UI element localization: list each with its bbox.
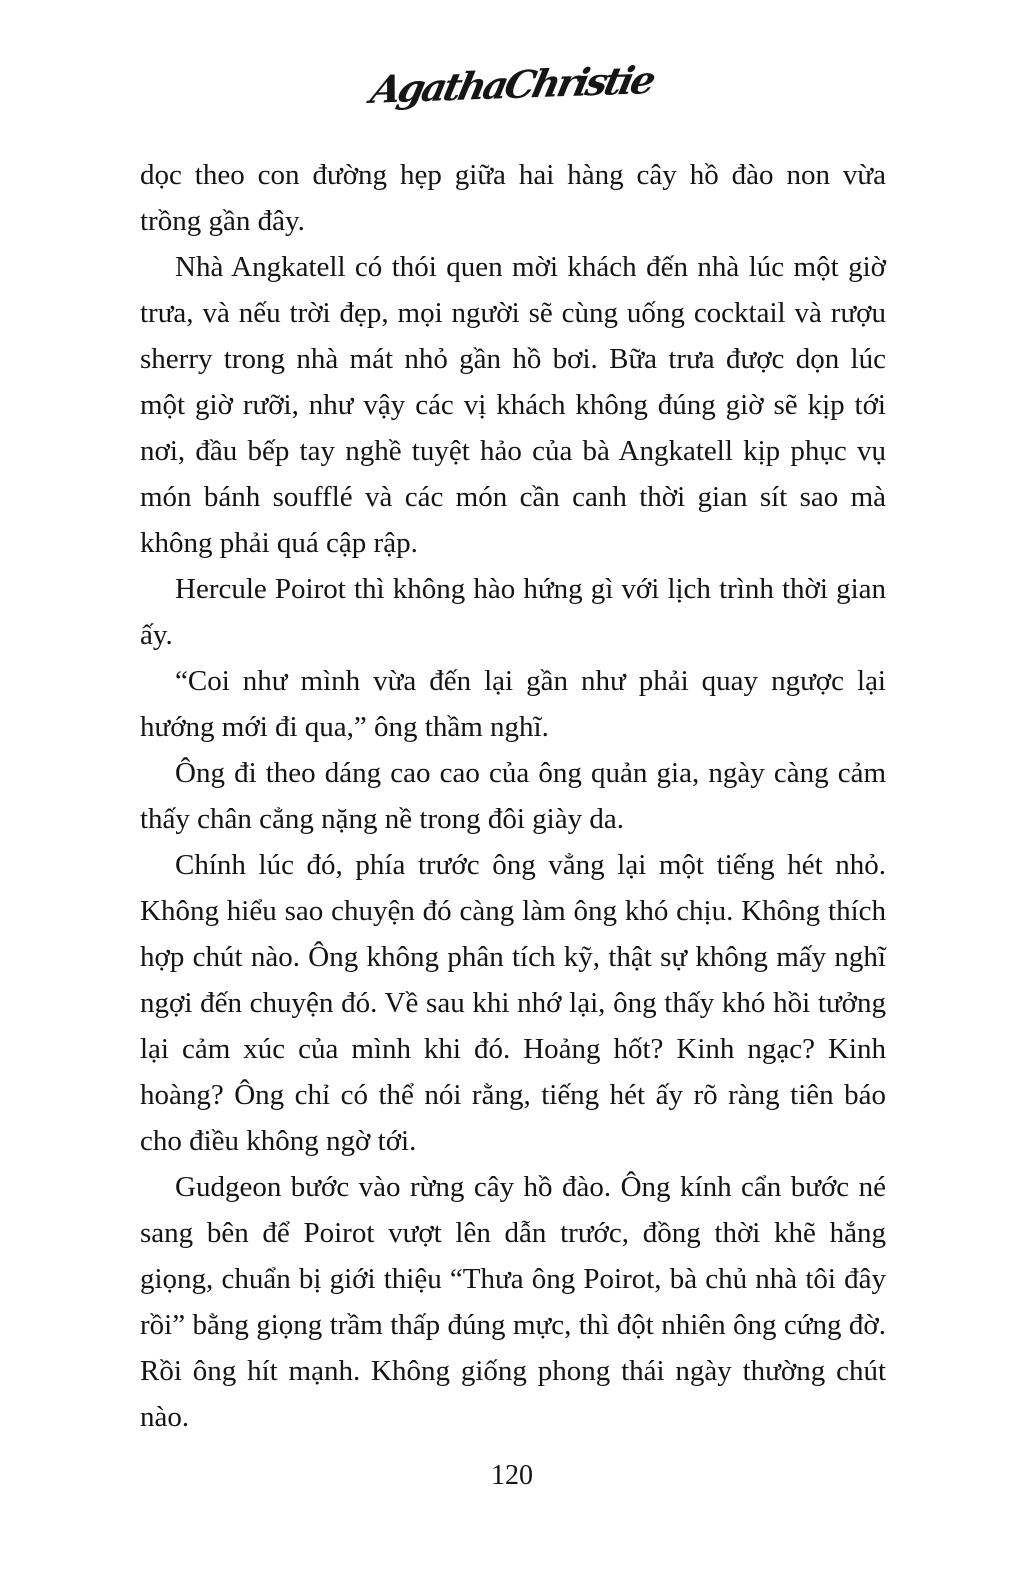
page-number: 120 (491, 1460, 533, 1491)
paragraph: “Coi như mình vừa đến lại gần như phải quay ngược lại hướng mới đi qua,” ông thầm nghĩ. (140, 665, 886, 743)
paragraph: dọc theo con đường hẹp giữa hai hàng cây hồ đào non vừa trồng gần đây. (140, 159, 886, 237)
paragraph: Ông đi theo dáng cao cao của ông quản gia, ngày càng cảm thấy chân cẳng nặng nề trong đôi giày da. (140, 757, 886, 835)
author-signature-logo: AgathaChristie (366, 57, 658, 112)
paragraph: Gudgeon bước vào rừng cây hồ đào. Ông kính cẩn bước né sang bên để Poirot vượt lên dẫn trước, đồng thời khẽ hắng giọng, chuẩn bị giới thiệu “Thưa ông Poirot, bà chủ nhà tôi đây rồi” bằng giọng trầm thấp đúng mực, thì đột nhiên ông cứng đờ. Rồi ông hít mạnh. Không giống phong thái ngày thường chút nào. (140, 1171, 886, 1433)
paragraph: Hercule Poirot thì không hào hứng gì với lịch trình thời gian ấy. (140, 573, 886, 651)
paragraph: Chính lúc đó, phía trước ông vẳng lại một tiếng hét nhỏ. Không hiểu sao chuyện đó càng làm ông khó chịu. Không thích hợp chút nào. Ông không phân tích kỹ, thật sự không mấy nghĩ ngợi đến chuyện đó. Về sau khi nhớ lại, ông thấy khó hồi tưởng lại cảm xúc của mình khi đó. Hoảng hốt? Kinh ngạc? Kinh hoàng? Ông chỉ có thể nói rằng, tiếng hét ấy rõ ràng tiên báo cho điều không ngờ tới. (140, 849, 886, 1157)
page-text (140, 152, 886, 1440)
paragraph: Nhà Angkatell có thói quen mời khách đến nhà lúc một giờ trưa, và nếu trời đẹp, mọi người sẽ cùng uống cocktail và rượu sherry trong nhà mát nhỏ gần hồ bơi. Bữa trưa được dọn lúc một giờ rưỡi, như vậy các vị khách không đúng giờ sẽ kịp tới nơi, đầu bếp tay nghề tuyệt hảo của bà Angkatell kịp phục vụ món bánh soufflé và các món cần canh thời gian sít sao mà không phải quá cập rập. (140, 251, 886, 559)
header (0, 57, 1024, 112)
